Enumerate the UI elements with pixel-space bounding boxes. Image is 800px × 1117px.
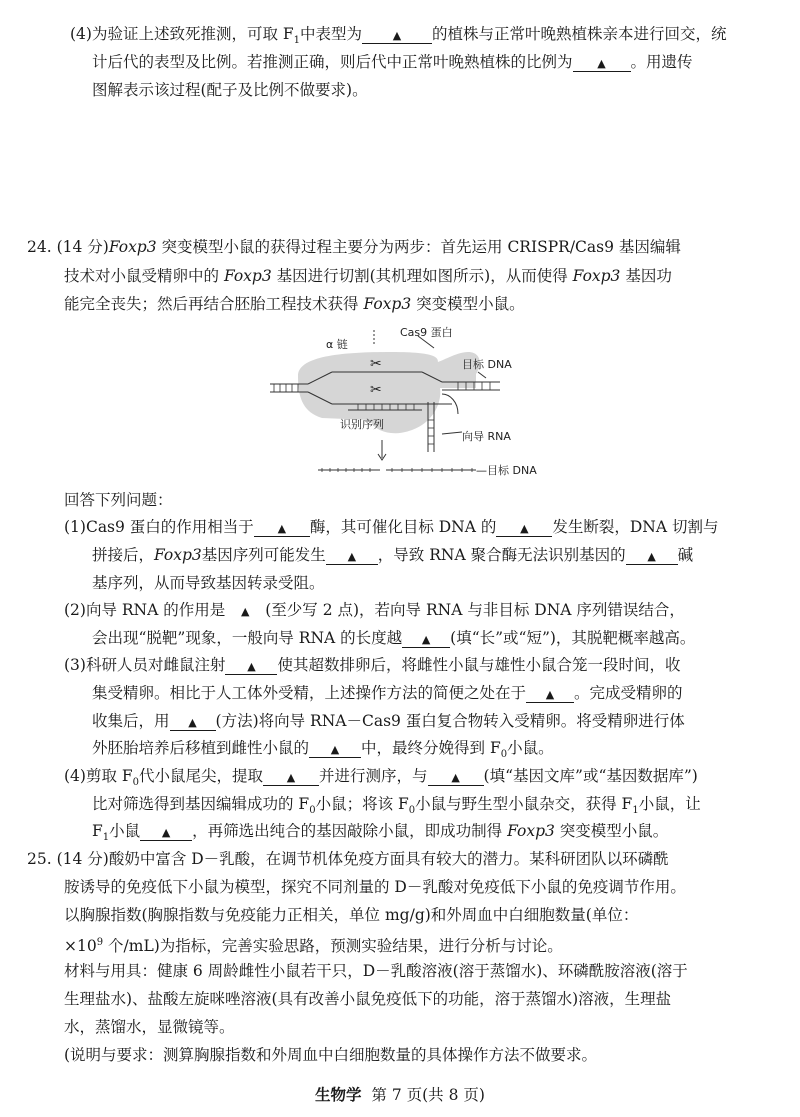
q24-1-line3: 基序列，从而导致基因转录受阻。 [92,574,325,592]
crispr-cas9-diagram [262,322,562,488]
q25-line2: 胺诱导的免疫低下小鼠为模型，探究不同剂量的 D－乳酸对免疫低下小鼠的免疫调节作用。 [64,878,686,896]
q23-4-line2: 计后代的表型及比例。若推测正确，则后代中正常叶晚熟植株的比例为 ▲ 。用遗传 [92,53,693,71]
q24-4-line3: $F_1$小鼠 ▲ ，再筛选出纯合的基因敲除小鼠，即成功制得 Foxp3 突变模型小鼠。 [92,822,669,844]
q24-1-line2: 拼接后，Foxp3基因序列可能发生 ▲ ，导致 RNA 聚合酶无法识别基因的 ▲ 碱 [92,546,694,564]
alpha-chain-label: α 链 [326,338,348,351]
q23-4-line1: (4)为验证上述致死推测，可取 $F_1$中表型为 ▲ 的植株与正常叶晚熟植株亲本进行回交，统 [70,25,727,47]
q25-line7: 水，蒸馏水，显微镜等。 [64,1018,235,1036]
q24-line1: 24. (14 分)Foxp3 突变模型小鼠的获得过程主要分为两步：首先运用 CRISPR/Cas9 基因编辑 [27,238,681,256]
q25-line6: 生理盐水)、盐酸左旋咪唑溶液(具有改善小鼠免疫低下的功能，溶于蒸馏水)溶液，生理盐 [64,990,672,1008]
q24-3-line3: 收集后，用 ▲ (方法)将向导 RNA－Cas9 蛋白复合物转入受精卵。将受精卵进行体 [92,712,685,730]
cas9-protein-shape [298,352,480,433]
scissors-icon: ✂ [370,356,382,372]
q25-line4: $\times 10^9$ 个/mL)为指标，完善实验思路，预测实验结果，进行分析与讨论。 [64,937,563,956]
q25-line8: (说明与要求：测算胸腺指数和外周血中白细胞数量的具体操作方法不做要求。 [64,1046,598,1064]
page-number: 第 7 页(共 8 页) [371,1086,485,1104]
q24-line2: 技术对小鼠受精卵中的 Foxp3 基因进行切割(其机理如图所示)，从而使得 Foxp3 基因功 [64,267,672,285]
answer-blank[interactable]: ▲ [428,767,484,786]
answer-blank[interactable]: ▲ [526,684,574,703]
answer-prompt: 回答下列问题： [64,491,173,509]
q25-line1: 25. (14 分)酸奶中富含 D－乳酸，在调节机体免疫方面具有较大的潜力。某科研团队以环磷酰 [27,850,669,868]
q25-line3: 以胸腺指数(胸腺指数与免疫能力正相关，单位 mg/g)和外周血中白细胞数量(单位： [64,906,639,924]
q24-3-line2: 集受精卵。相比于人工体外受精，上述操作方法的简便之处在于 ▲ 。完成受精卵的 [92,684,683,702]
q24-3-line1: (3)科研人员对雌鼠注射 ▲ 使其超数排卵后，将雌性小鼠与雄性小鼠合笼一段时间，收 [64,656,681,674]
answer-blank[interactable]: ▲ [241,605,250,618]
answer-blank[interactable]: ▲ [362,25,432,44]
q24-1-line1: (1)Cas9 蛋白的作用相当于 ▲ 酶，其可催化目标 DNA 的 ▲ 发生断裂，DNA 切割与 [64,518,719,536]
guide-rna-label: 向导 RNA [462,430,511,443]
q24-line3: 能完全丧失；然后再结合胚胎工程技术获得 Foxp3 突变模型小鼠。 [64,295,525,313]
answer-blank[interactable]: ▲ [626,546,678,565]
answer-blank[interactable]: ▲ [225,656,277,675]
target-dna-label: 目标 DNA [462,358,512,371]
answer-blank[interactable]: ▲ [170,712,216,731]
answer-blank[interactable]: ▲ [263,767,319,786]
cas9-label: Cas9 蛋白 [400,326,453,339]
answer-blank[interactable]: ▲ [309,739,361,758]
subject-label: 生物学 [315,1085,362,1104]
answer-blank[interactable]: ▲ [573,53,631,72]
answer-blank[interactable]: ▲ [496,518,552,537]
q24-4-line1: (4)剪取 $F_0$代小鼠尾尖，提取 ▲ 并进行测序，与 ▲ (填“基因文库”或“基因数据库”) [64,767,698,789]
scissors-icon: ✂ [370,382,382,398]
q24-4-line2: 比对筛选得到基因编辑成功的 $F_0$小鼠；将该 $F_0$小鼠与野生型小鼠杂交，获得 $F_1$小鼠，让 [92,795,701,817]
q24-2-line1: (2)向导 RNA 的作用是 ▲ (至少写 2 点)，若向导 RNA 与非目标 DNA 序列错误结合， [64,601,685,619]
answer-blank[interactable]: ▲ [326,546,378,565]
page-footer [0,1083,800,1105]
answer-blank[interactable]: ▲ [402,629,450,648]
q24-3-line4: 外胚胎培养后移植到雌性小鼠的 ▲ 中，最终分娩得到 $F_0$小鼠。 [92,739,554,761]
target-dna-bottom-label: —目标 DNA [476,464,537,477]
answer-blank[interactable]: ▲ [140,822,192,841]
q23-4-line3: 图解表示该过程(配子及比例不做要求)。 [92,81,368,99]
answer-blank[interactable]: ▲ [254,518,310,537]
q25-line5: 材料与用具：健康 6 周龄雌性小鼠若干只，D－乳酸溶液(溶于蒸馏水)、环磷酰胺溶液(溶于 [64,962,688,980]
q24-2-line2: 会出现“脱靶”现象，一般向导 RNA 的长度越 ▲ (填“长”或“短”)，其脱靶概率越高。 [92,629,696,647]
recognition-sequence-label: 识别序列 [340,418,384,431]
